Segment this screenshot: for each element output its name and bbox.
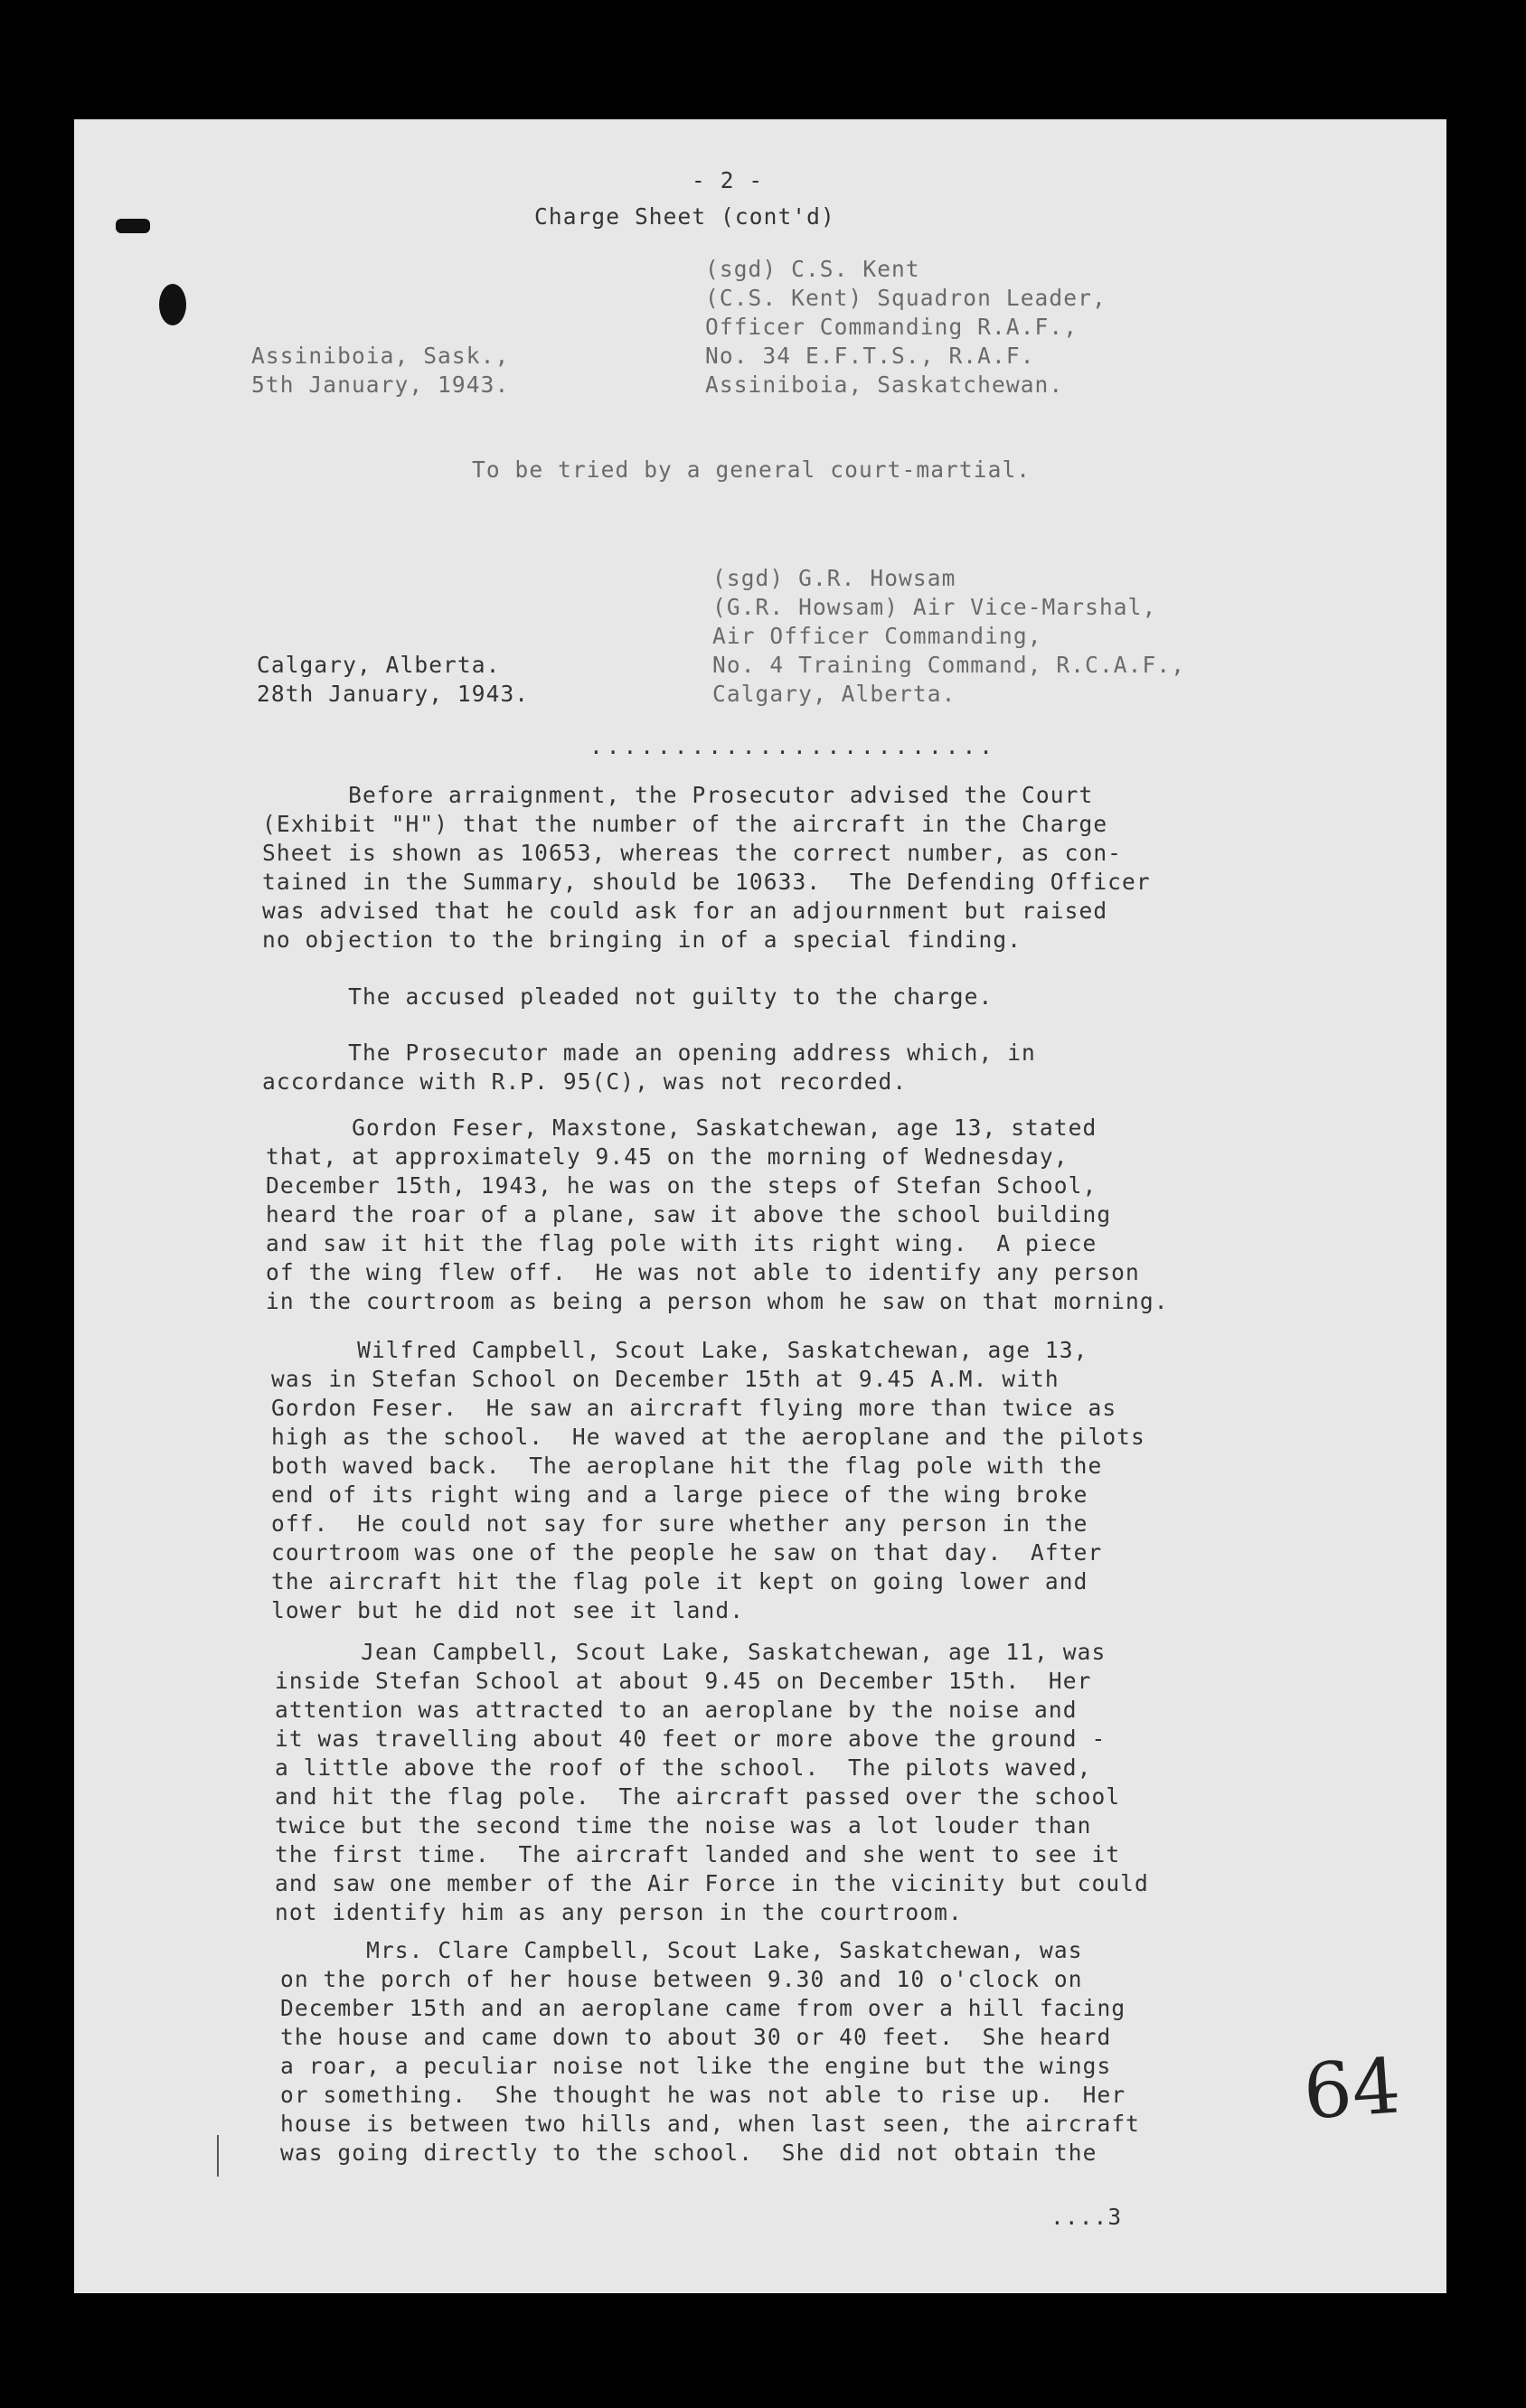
paragraph-wilfred-campbell — [271, 1336, 1145, 1625]
paragraph-line: off. He could not say for sure whether any person in the — [271, 1510, 1088, 1537]
paragraph-line: lower but he did not see it land. — [271, 1597, 745, 1623]
paragraph-line: Sheet is shown as 10653, whereas the correct number, as con- — [262, 840, 1123, 866]
paragraph-clare-campbell — [280, 1936, 1140, 2168]
paragraph-jean-campbell — [275, 1638, 1149, 1927]
punch-blot-hole — [159, 284, 186, 325]
paragraph-line: both waved back. The aeroplane hit the flag pole with the — [271, 1453, 1103, 1479]
paragraph-line: not identify him as any person in the courtroom. — [275, 1899, 963, 1925]
paragraph-line: on the porch of her house between 9.30 and 10 o'clock on — [280, 1966, 1083, 1992]
paragraph-line: end of its right wing and a large piece of the wing broke — [271, 1481, 1088, 1508]
continuation-marker: ....3 — [1050, 2204, 1123, 2230]
margin-mark — [217, 2135, 219, 2177]
paragraph-line: twice but the second time the noise was a lot louder than — [275, 1812, 1092, 1839]
paragraph-line: The Prosecutor made an opening address which, in — [262, 1039, 1036, 1066]
paragraph-line: Wilfred Campbell, Scout Lake, Saskatchewan, age 13, — [271, 1337, 1088, 1363]
court-martial-order: To be tried by a general court-martial. — [472, 456, 1031, 483]
paragraph-line: a little above the roof of the school. The pilots waved, — [275, 1754, 1092, 1781]
paragraph-line: the aircraft hit the flag pole it kept on going lower and — [271, 1568, 1088, 1594]
date-line: 28th January, 1943. — [257, 681, 530, 707]
paragraph-line: and hit the flag pole. The aircraft passed over the school — [275, 1783, 1121, 1810]
signature-line: (C.S. Kent) Squadron Leader, — [705, 285, 1107, 311]
paragraph-line: Gordon Feser. He saw an aircraft flying more than twice as — [271, 1395, 1117, 1421]
signature-line: Air Officer Commanding, — [712, 623, 1042, 649]
paragraph-line: tained in the Summary, should be 10633. The Defending Officer — [262, 869, 1151, 895]
punch-blot-top — [116, 219, 150, 233]
place-line: Calgary, Alberta. — [257, 652, 501, 678]
signature-line: (sgd) G.R. Howsam — [712, 565, 956, 591]
paragraph-line: or something. She thought he was not able to rise up. Her — [280, 2082, 1126, 2108]
place-line: Assiniboia, Sask., — [251, 343, 510, 369]
dotted-separator: ........................ — [589, 733, 997, 759]
paragraph-plea — [262, 983, 993, 1011]
signature-line: Calgary, Alberta. — [712, 681, 956, 707]
paragraph-line: that, at approximately 9.45 on the morning of Wednesday, — [266, 1143, 1069, 1170]
place-date-assiniboia — [251, 342, 509, 400]
paragraph-line: accordance with R.P. 95(C), was not recorded. — [262, 1068, 908, 1095]
paragraph-line: the house and came down to about 30 or 40 feet. She heard — [280, 2024, 1112, 2050]
signature-line: Assiniboia, Saskatchewan. — [705, 372, 1064, 398]
signature-line: No. 4 Training Command, R.C.A.F., — [712, 652, 1186, 678]
charge-sheet-heading: Charge Sheet (cont'd) — [534, 203, 835, 230]
paragraph-opening-address — [262, 1039, 1036, 1096]
paragraph-line: high as the school. He waved at the aeroplane and the pilots — [271, 1424, 1145, 1450]
paragraph-arraignment — [262, 781, 1151, 955]
paragraph-line: a roar, a peculiar noise not like the engine but the wings — [280, 2053, 1112, 2079]
paragraph-line: the first time. The aircraft landed and she went to see it — [275, 1841, 1121, 1867]
paragraph-line: Mrs. Clare Campbell, Scout Lake, Saskatchewan, was — [280, 1937, 1083, 1963]
paragraph-line: no objection to the bringing in of a special finding. — [262, 927, 1022, 953]
document-page — [74, 119, 1446, 2293]
paragraph-line: (Exhibit "H") that the number of the aircraft in the Charge — [262, 811, 1108, 837]
paragraph-line: and saw it hit the flag pole with its right wing. A piece — [266, 1230, 1097, 1256]
signature-line: (sgd) C.S. Kent — [705, 256, 920, 282]
handwritten-folio-number: 64 — [1300, 2041, 1404, 2137]
page-number: - 2 - — [692, 167, 764, 193]
paragraph-gordon-feser — [266, 1114, 1169, 1316]
paragraph-line: was advised that he could ask for an adjournment but raised — [262, 898, 1108, 924]
paragraph-line: inside Stefan School at about 9.45 on December 15th. Her — [275, 1668, 1092, 1694]
paragraph-line: was in Stefan School on December 15th at 9.45 A.M. with — [271, 1366, 1060, 1392]
signature-block-howsam — [712, 564, 1185, 709]
paragraph-line: Before arraignment, the Prosecutor advised the Court — [262, 782, 1094, 808]
paragraph-line: heard the roar of a plane, saw it above the school building — [266, 1201, 1112, 1228]
paragraph-line: Jean Campbell, Scout Lake, Saskatchewan, age 11, was — [275, 1639, 1107, 1665]
date-line: 5th January, 1943. — [251, 372, 510, 398]
place-date-calgary — [257, 651, 529, 709]
paragraph-line: of the wing flew off. He was not able to identify any person — [266, 1259, 1140, 1285]
paragraph-line: house is between two hills and, when last seen, the aircraft — [280, 2111, 1141, 2137]
paragraph-line: courtroom was one of the people he saw on that day. After — [271, 1539, 1103, 1566]
signature-block-kent — [705, 255, 1107, 400]
paragraph-line: The accused pleaded not guilty to the charge. — [262, 983, 994, 1010]
paragraph-line: December 15th and an aeroplane came from over a hill facing — [280, 1995, 1126, 2021]
signature-line: (G.R. Howsam) Air Vice-Marshal, — [712, 594, 1157, 620]
signature-line: Officer Commanding R.A.F., — [705, 314, 1079, 340]
paragraph-line: it was travelling about 40 feet or more above the ground - — [275, 1726, 1107, 1752]
paragraph-line: was going directly to the school. She did not obtain the — [280, 2140, 1097, 2166]
paragraph-line: and saw one member of the Air Force in the vicinity but could — [275, 1870, 1149, 1896]
paragraph-line: Gordon Feser, Maxstone, Saskatchewan, age 13, stated — [266, 1115, 1097, 1141]
paragraph-line: in the courtroom as being a person whom he saw on that morning. — [266, 1288, 1169, 1314]
signature-line: No. 34 E.F.T.S., R.A.F. — [705, 343, 1035, 369]
paragraph-line: attention was attracted to an aeroplane by the noise and — [275, 1697, 1078, 1723]
paragraph-line: December 15th, 1943, he was on the steps of Stefan School, — [266, 1172, 1097, 1199]
